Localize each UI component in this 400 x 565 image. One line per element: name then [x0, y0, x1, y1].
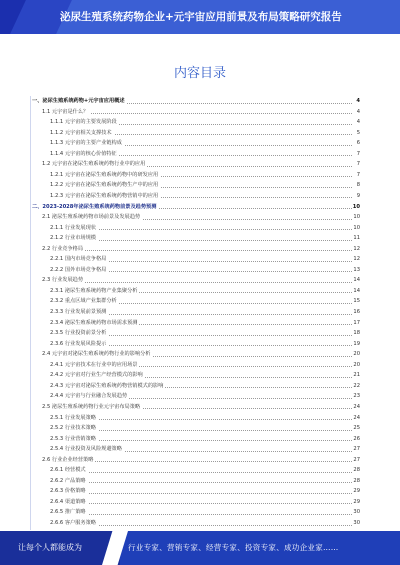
- toc-entry-text: 2.6.6 客户服务策略: [50, 520, 96, 526]
- toc-entry[interactable]: [50, 223, 360, 233]
- toc-page-number: 12: [353, 256, 360, 263]
- toc-page-number: 5: [352, 128, 360, 138]
- toc-entry[interactable]: [50, 286, 360, 296]
- toc-page-number: 21: [353, 372, 360, 379]
- toc-entry[interactable]: [50, 486, 360, 496]
- toc-entry[interactable]: [32, 96, 360, 106]
- toc-entry[interactable]: [32, 202, 360, 212]
- toc-entry-text: 2.5.4 行业投资及风险规避策略: [50, 446, 122, 453]
- toc-page-number: 29: [353, 488, 360, 495]
- toc-leader-dots: [42, 250, 352, 251]
- toc-entry-text: 2.3.1 泌尿生殖系统药物产业集聚分析: [50, 287, 138, 294]
- toc-entry[interactable]: [42, 275, 360, 285]
- table-of-contents: [32, 96, 360, 530]
- toc-page-number: 20: [353, 361, 360, 368]
- toc-entry[interactable]: [50, 233, 360, 243]
- toc-leader-dots: [42, 282, 352, 283]
- toc-entry-text: 2.5 泌尿生殖系统药物行业元宇宙布局策略: [42, 403, 141, 410]
- toc-entry[interactable]: [50, 423, 360, 433]
- toc-entry-text: 2.5.3 行业营销策略: [50, 435, 96, 442]
- toc-entry[interactable]: [50, 476, 360, 486]
- toc-page-number: 24: [353, 403, 360, 410]
- toc-page-number: 19: [353, 340, 360, 347]
- toc-entry-text: 2.4.1 元宇宙技术在行业中的应用场景: [50, 361, 138, 368]
- toc-entry[interactable]: [50, 391, 360, 401]
- toc-entry[interactable]: [50, 180, 360, 190]
- toc-entry[interactable]: [50, 128, 360, 138]
- toc-entry-text: 2.6.5 推广策略: [50, 509, 86, 516]
- toc-entry[interactable]: [50, 328, 360, 338]
- toc-page-number: 9: [352, 191, 360, 201]
- toc-page-number: 8: [352, 180, 360, 190]
- toc-page-number: 14: [353, 277, 360, 284]
- toc-page-number: 28: [353, 467, 360, 474]
- toc-leader-dots: [50, 503, 352, 504]
- toc-entry[interactable]: [42, 455, 360, 465]
- toc-entry[interactable]: [50, 307, 360, 317]
- toc-entry-text: 2.1.1 行业发展现状: [50, 224, 96, 231]
- toc-entry[interactable]: [50, 381, 360, 391]
- toc-page-number: 28: [353, 477, 360, 484]
- toc-entry-text: 2.3.6 行业发展风险提示: [50, 340, 107, 347]
- toc-entry-text: 2.3.4 泌尿生殖系统药物市场需求预测: [50, 319, 138, 326]
- toc-entry[interactable]: [50, 296, 360, 306]
- toc-page-number: 23: [353, 393, 360, 400]
- toc-entry[interactable]: [50, 518, 360, 528]
- toc-entry[interactable]: [42, 159, 360, 169]
- toc-entry-text: 2.1.2 行业市场规模: [50, 235, 96, 242]
- toc-entry[interactable]: [50, 360, 360, 370]
- toc-entry[interactable]: [50, 265, 360, 275]
- toc-page-number: 13: [353, 266, 360, 273]
- toc-entry-text: 2.3 行业发展趋势: [42, 277, 84, 284]
- toc-page-number: 27: [353, 456, 360, 463]
- toc-page-number: 7: [352, 170, 360, 180]
- toc-entry-text: 2.5.1 行业发展策略: [50, 414, 96, 421]
- toc-entry[interactable]: [42, 107, 360, 117]
- toc-entry-text: 2.4.4 元宇宙与行业融合发展趋势: [50, 393, 128, 400]
- toc-entry-text: 1.1.2 元宇宙相关支撑技术: [50, 129, 112, 136]
- toc-entry[interactable]: [50, 434, 360, 444]
- toc-entry[interactable]: [50, 465, 360, 475]
- toc-entry[interactable]: [42, 244, 360, 254]
- toc-entry-text: 2.3.3 行业发展前景预测: [50, 309, 107, 315]
- toc-entry[interactable]: [50, 370, 360, 380]
- toc-entry[interactable]: [50, 149, 360, 159]
- toc-entry[interactable]: [50, 191, 360, 201]
- report-title: 泌尿生殖系统药物企业+元宇宙应用前景及布局策略研究报告: [60, 11, 342, 23]
- toc-entry[interactable]: [50, 497, 360, 507]
- toc-page-number: 25: [353, 425, 360, 432]
- toc-entry-text: 二、2023-2028年泌尿生殖系统药物前景及趋势预测: [32, 203, 157, 210]
- toc-entry[interactable]: [50, 254, 360, 264]
- toc-page-number: 10: [353, 214, 360, 221]
- toc-entry-text: 2.2.2 国外市场竞争格局: [50, 266, 107, 273]
- toc-page-number: 7: [352, 159, 360, 169]
- toc-entry[interactable]: [50, 170, 360, 180]
- toc-entry[interactable]: [50, 117, 360, 127]
- toc-entry-text: 1.1 元宇宙是什么？: [42, 108, 89, 115]
- toc-entry-text: 2.6.2 产品策略: [50, 477, 86, 484]
- toc-entry[interactable]: [50, 339, 360, 349]
- toc-entry[interactable]: [42, 212, 360, 222]
- toc-page-number: 17: [353, 319, 360, 326]
- toc-page-number: 11: [353, 235, 360, 242]
- toc-entry-text: 2.3.5 行业投资前景分析: [50, 330, 107, 337]
- toc-page-number: 22: [353, 382, 360, 389]
- toc-leader-dots: [50, 472, 352, 473]
- toc-leader-dots: [50, 493, 352, 494]
- toc-page-number: 15: [353, 298, 360, 305]
- toc-page-number: 14: [353, 287, 360, 294]
- toc-page-number: 10: [353, 224, 360, 231]
- toc-page-number: 30: [353, 509, 360, 516]
- toc-entry-text: 2.3.2 重点区域产业集群分析: [50, 298, 117, 305]
- toc-entry[interactable]: [50, 413, 360, 423]
- footer-slogan-left: 让每个人都能成为: [18, 543, 82, 552]
- toc-page-number: 27: [353, 446, 360, 453]
- toc-side-rule: [30, 96, 31, 530]
- toc-entry-text: 一、泌尿生殖系统药物+元宇宙应用概述: [32, 98, 125, 104]
- toc-entry-text: 2.4 元宇宙对泌尿生殖系统药物行业的影响分析: [42, 351, 151, 358]
- toc-entry-text: 1.2 元宇宙在泌尿生殖系统药物行业中的应用: [42, 161, 146, 168]
- toc-entry-text: 1.2.1 元宇宙在泌尿生殖系统药物中的研发应用: [50, 171, 159, 178]
- toc-entry[interactable]: [42, 349, 360, 359]
- toc-page-number: 6: [352, 138, 360, 148]
- toc-page-number: 18: [353, 330, 360, 337]
- toc-entry-text: 2.6.4 渠道策略: [50, 498, 86, 505]
- toc-entry-text: 1.1.1 元宇宙的主要发展阶段: [50, 119, 117, 126]
- toc-page-number: 4: [352, 107, 360, 117]
- toc-entry-text: 2.5.2 行业技术策略: [50, 425, 96, 432]
- toc-entry-text: 2.6.3 价格策略: [50, 488, 86, 495]
- toc-page-number: 29: [353, 498, 360, 505]
- toc-entry-text: 2.1 泌尿生殖系统药物市场前景及发展趋势: [42, 214, 141, 221]
- toc-entry-text: 2.2.1 国内市场竞争格局: [50, 256, 107, 263]
- toc-leader-dots: [50, 514, 352, 515]
- toc-entry-text: 2.4.2 元宇宙对行业生产经营模式的影响: [50, 372, 143, 379]
- toc-entry[interactable]: [50, 444, 360, 454]
- toc-page-number: 16: [353, 309, 360, 315]
- toc-page-number: 20: [353, 351, 360, 358]
- toc-page-number: 26: [353, 435, 360, 442]
- toc-entry-text: 2.6 行业企业经营策略: [42, 456, 94, 463]
- toc-entry[interactable]: [50, 507, 360, 517]
- toc-entry[interactable]: [42, 402, 360, 412]
- toc-page-number: 4: [352, 96, 360, 106]
- toc-entry[interactable]: [50, 138, 360, 148]
- toc-leader-dots: [50, 482, 352, 483]
- toc-entry-text: 2.4.3 元宇宙对泌尿生殖系统药物营销模式的影响: [50, 382, 164, 389]
- footer-slogan-right: 行业专家、营销专家、经营专家、投资专家、成功企业家……: [128, 543, 339, 552]
- toc-entry-text: 1.1.3 元宇宙的主要产业链构成: [50, 140, 122, 147]
- toc-page-number: 4: [352, 117, 360, 127]
- toc-heading: 内容目录: [173, 66, 226, 81]
- footer-banner: [0, 531, 400, 565]
- toc-page-number: 24: [353, 414, 360, 421]
- toc-page-number: 12: [353, 245, 360, 252]
- toc-page-number: 30: [353, 520, 360, 526]
- toc-entry-text: 2.6.1 经营模式: [50, 467, 86, 474]
- toc-page-number: 7: [352, 149, 360, 159]
- toc-entry[interactable]: [50, 318, 360, 328]
- toc-entry-text: 1.1.4 元宇宙的核心价值特征: [50, 150, 117, 157]
- header-banner: [0, 0, 400, 34]
- toc-entry-text: 2.2 行业竞争格局: [42, 245, 84, 252]
- toc-entry-text: 1.2.2 元宇宙在泌尿生殖系统药物生产中的应用: [50, 182, 159, 189]
- toc-entry-text: 1.2.3 元宇宙在泌尿生殖系统药物营销中的应用: [50, 192, 159, 199]
- toc-page-number: 10: [352, 203, 360, 210]
